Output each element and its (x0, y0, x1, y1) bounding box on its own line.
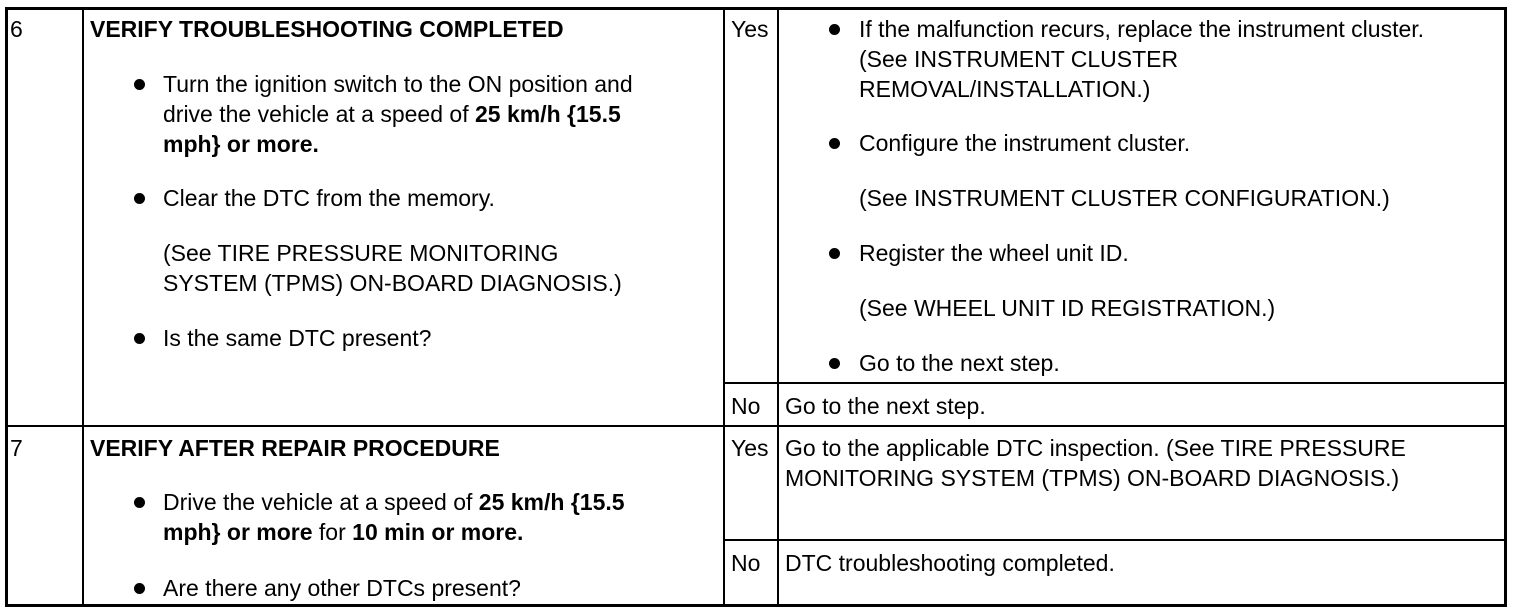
bullet-icon (829, 24, 840, 35)
instruction-line: Turn the ignition switch to the ON position and (163, 71, 633, 97)
action-line: Go to the next step. (785, 393, 986, 419)
action-line: Go to the applicable DTC inspection. (See TIRE PRESSURE (785, 435, 1406, 461)
row-divider-yes-no-6 (723, 382, 1507, 384)
action-line: MONITORING SYSTEM (TPMS) ON-BOARD DIAGNOSIS.) (785, 465, 1400, 491)
no-label: No (731, 393, 761, 419)
reference-line: SYSTEM (TPMS) ON-BOARD DIAGNOSIS.) (163, 270, 622, 296)
reference-line: (See WHEEL UNIT ID REGISTRATION.) (859, 295, 1276, 321)
bullet-icon (134, 193, 145, 204)
instruction-line: Drive the vehicle at a speed of 25 km/h {15.5 (163, 489, 625, 515)
column-divider-result (777, 7, 779, 607)
instruction-line: mph} or more. (163, 131, 319, 157)
column-divider-number (82, 7, 84, 607)
action-line: (See INSTRUMENT CLUSTER (859, 46, 1179, 72)
step-number: 6 (10, 16, 23, 42)
action-line: DTC troubleshooting completed. (785, 550, 1115, 576)
yes-label: Yes (731, 16, 769, 42)
no-label: No (731, 550, 761, 576)
action-line: Configure the instrument cluster. (859, 130, 1191, 156)
instruction-line: drive the vehicle at a speed of 25 km/h {15.5 (163, 101, 621, 127)
step-number: 7 (10, 435, 23, 461)
instruction-line: Clear the DTC from the memory. (163, 185, 495, 211)
bullet-icon (134, 497, 145, 508)
action-line: REMOVAL/INSTALLATION.) (859, 76, 1151, 102)
bullet-icon (134, 583, 145, 594)
bullet-icon (134, 333, 145, 344)
action-line: Go to the next step. (859, 350, 1060, 376)
bullet-icon (829, 358, 840, 369)
action-line: Register the wheel unit ID. (859, 240, 1129, 266)
bullet-icon (829, 248, 840, 259)
step-title: VERIFY TROUBLESHOOTING COMPLETED (90, 16, 564, 42)
bullet-icon (134, 79, 145, 90)
question-line: Is the same DTC present? (163, 325, 432, 351)
row-divider-step (5, 425, 1507, 427)
instruction-line: mph} or more for 10 min or more. (163, 519, 524, 545)
reference-line: (See INSTRUMENT CLUSTER CONFIGURATION.) (859, 185, 1390, 211)
row-divider-yes-no-7 (723, 539, 1507, 541)
column-divider-inspection (723, 7, 725, 607)
action-line: If the malfunction recurs, replace the instrument cluster. (859, 16, 1425, 42)
bullet-icon (829, 138, 840, 149)
yes-label: Yes (731, 435, 769, 461)
step-title: VERIFY AFTER REPAIR PROCEDURE (90, 435, 500, 461)
reference-line: (See TIRE PRESSURE MONITORING (163, 240, 559, 266)
question-line: Are there any other DTCs present? (163, 575, 521, 601)
